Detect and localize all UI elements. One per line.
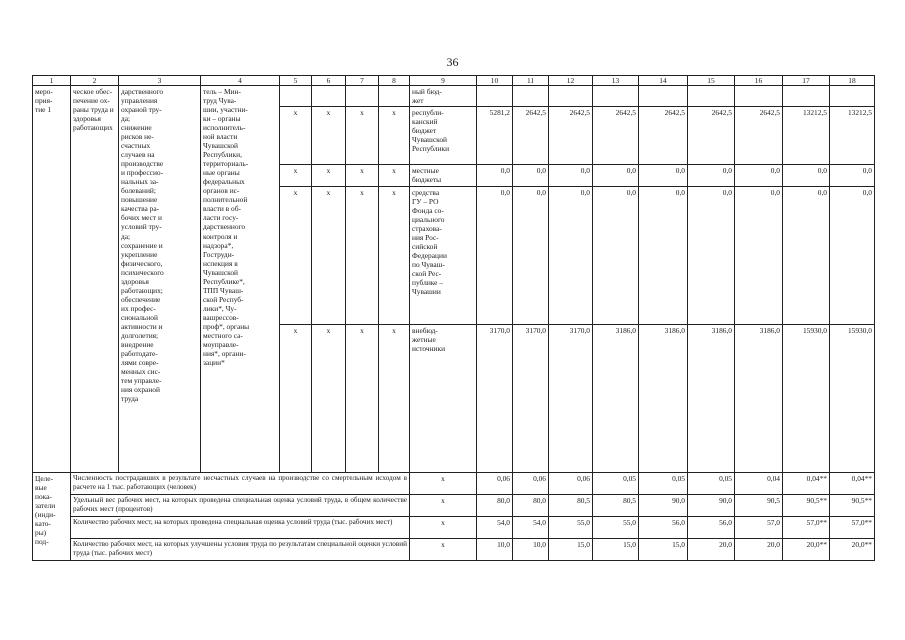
funding-value-cell: 3170,0 xyxy=(549,325,593,473)
code-cell: x xyxy=(280,325,312,473)
funding-value-cell: 3186,0 xyxy=(735,325,783,473)
funding-section xyxy=(33,86,875,473)
funding-source-cell: средства ГУ – РО Фонда со- циального страхова- ния Рос- сийской Федерации по Чуваш- ской Рес- публике – Чувашии xyxy=(410,187,477,325)
code-cell: x xyxy=(280,187,312,325)
code-cell xyxy=(346,86,379,107)
indicator-value-cell: 0,04 xyxy=(735,473,783,495)
funding-value-cell: 0,0 xyxy=(735,187,783,325)
column-number-4: 4 xyxy=(201,76,280,86)
column-number-3: 3 xyxy=(119,76,201,86)
column-number-13: 13 xyxy=(593,76,639,86)
funding-value-cell: 2642,5 xyxy=(688,107,735,165)
indicator-value-cell: 90,0 xyxy=(688,495,735,517)
funding-value-cell: 2642,5 xyxy=(513,107,549,165)
code-cell: x xyxy=(280,165,312,187)
indicator-value-cell: 90,5** xyxy=(783,495,830,517)
indicator-name-cell: Удельный вес рабочих мест, на которых проведена специальная оценка условий труда, в общем количестве рабочих мест (процентов) xyxy=(71,495,410,517)
column-number-18: 18 xyxy=(830,76,875,86)
indicator-value-cell: 0,06 xyxy=(477,473,513,495)
target-indicators-section xyxy=(33,473,875,561)
funding-value-cell: 0,0 xyxy=(593,187,639,325)
column-number-5: 5 xyxy=(280,76,312,86)
code-cell: x xyxy=(280,107,312,165)
funding-value-cell: 2642,5 xyxy=(735,107,783,165)
indicator-value-cell: 55,0 xyxy=(593,517,639,539)
funding-source-cell: республи- канский бюджет Чувашской Республики xyxy=(410,107,477,165)
indicator-value-cell: 54,0 xyxy=(477,517,513,539)
funding-value-cell: 3170,0 xyxy=(477,325,513,473)
indicator-value-cell: 0,06 xyxy=(513,473,549,495)
column-number-9: 9 xyxy=(410,76,477,86)
code-cell xyxy=(312,86,346,107)
funding-value-cell: 3170,0 xyxy=(513,325,549,473)
funding-source-cell: местные бюджеты xyxy=(410,165,477,187)
indicator-value-cell: 15,0 xyxy=(549,539,593,561)
code-cell: x xyxy=(346,165,379,187)
event-goals-cell: дарственного управления охраной тру- да; снижение рисков не- счастных случаев на производстве и профессио- нальных за- болеваний; повышение качества ра- бочих мест и условий тру- да; сохранение и укрепление физического, психического здоровья работающих; обеспечение их профес- сиональной активности и долголетия; внедрение работодате- лями совре- менных сис- тем управле- ния охраной труда xyxy=(119,86,201,473)
indicator-value-cell: 20,0** xyxy=(830,539,875,561)
indicator-value-cell: 0,04** xyxy=(783,473,830,495)
page-number: 36 xyxy=(446,55,459,69)
indicator-value-cell: 20,0 xyxy=(688,539,735,561)
column-number-2: 2 xyxy=(71,76,119,86)
funding-value-cell: 0,0 xyxy=(549,187,593,325)
column-number-17: 17 xyxy=(783,76,830,86)
funding-value-cell: 0,0 xyxy=(783,187,830,325)
funding-source-cell: внебюд- жетные источники xyxy=(410,325,477,473)
column-number-6: 6 xyxy=(312,76,346,86)
funding-value-cell: 0,0 xyxy=(688,165,735,187)
column-number-15: 15 xyxy=(688,76,735,86)
code-cell: x xyxy=(312,107,346,165)
indicator-value-cell: 0,06 xyxy=(549,473,593,495)
event-name-cell: ческое обес- печение ох- раны труда и здоровья работающих xyxy=(71,86,119,473)
indicator-value-cell: 15,0 xyxy=(593,539,639,561)
code-cell xyxy=(379,86,410,107)
indicator-value-cell: 20,0 xyxy=(735,539,783,561)
indicator-value-cell: 20,0** xyxy=(783,539,830,561)
funding-value-cell xyxy=(639,86,688,107)
code-cell: x xyxy=(346,107,379,165)
indicator-value-cell: 10,0 xyxy=(477,539,513,561)
target-indicator-row xyxy=(33,495,875,517)
funding-value-cell xyxy=(688,86,735,107)
code-cell: x xyxy=(312,187,346,325)
funding-value-cell xyxy=(830,86,875,107)
indicator-name-cell: Количество рабочих мест, на которых проведена специальная оценка условий труда (тыс. рабочих мест) xyxy=(71,517,410,539)
funding-value-cell: 15930,0 xyxy=(830,325,875,473)
funding-value-cell: 0,0 xyxy=(639,165,688,187)
code-cell: x xyxy=(346,325,379,473)
program-table xyxy=(32,75,875,561)
funding-value-cell xyxy=(513,86,549,107)
funding-value-cell: 0,0 xyxy=(830,187,875,325)
column-number-16: 16 xyxy=(735,76,783,86)
indicator-value-cell: 90,0 xyxy=(639,495,688,517)
funding-value-cell xyxy=(549,86,593,107)
target-indicator-row xyxy=(33,517,875,539)
funding-value-cell: 13212,5 xyxy=(830,107,875,165)
indicator-value-cell: 10,0 xyxy=(513,539,549,561)
funding-value-cell: 0,0 xyxy=(783,165,830,187)
column-number-7: 7 xyxy=(346,76,379,86)
indicator-value-cell: 15,0 xyxy=(639,539,688,561)
indicator-value-cell: 0,04** xyxy=(830,473,875,495)
code-cell: x xyxy=(379,187,410,325)
funding-value-cell xyxy=(783,86,830,107)
indicator-value-cell: 57,0** xyxy=(783,517,830,539)
funding-value-cell xyxy=(735,86,783,107)
funding-value-cell: 0,0 xyxy=(593,165,639,187)
code-cell: x xyxy=(379,325,410,473)
funding-value-cell xyxy=(593,86,639,107)
indicator-value-cell: 57,0** xyxy=(830,517,875,539)
column-number-8: 8 xyxy=(379,76,410,86)
column-number-12: 12 xyxy=(549,76,593,86)
indicator-code-cell: x xyxy=(410,495,477,517)
funding-value-cell: 2642,5 xyxy=(549,107,593,165)
code-cell: x xyxy=(312,165,346,187)
target-indicators-label: Целе- вые пока- затели (инди- като- ры) под- xyxy=(33,473,71,561)
event-executors-cell: тель – Мин- труд Чува- шии, участни- ки – органы исполнитель- ной власти Чувашской Республики, территориаль- ные органы федеральных органов ис- полнительной власти в об- ласти госу- дарственного контроля и надзора*, Гоструди- нспекция в Чувашской Республике*, ТПП Чуваш- ской Респуб- лики*, Чу- вашрессов- проф*, органы местного са- моуправле- ния*, органи- зации* xyxy=(201,86,280,473)
indicator-value-cell: 90,5** xyxy=(830,495,875,517)
indicator-value-cell: 0,05 xyxy=(639,473,688,495)
code-cell: x xyxy=(379,165,410,187)
indicator-code-cell: x xyxy=(410,517,477,539)
code-cell: x xyxy=(346,187,379,325)
code-cell: x xyxy=(379,107,410,165)
funding-value-cell: 0,0 xyxy=(830,165,875,187)
indicator-value-cell: 55,0 xyxy=(549,517,593,539)
indicator-value-cell: 80,0 xyxy=(513,495,549,517)
column-number-row xyxy=(33,76,875,86)
indicator-value-cell: 80,5 xyxy=(549,495,593,517)
funding-source-cell: ный бюд- жет xyxy=(410,86,477,107)
indicator-value-cell: 80,0 xyxy=(477,495,513,517)
funding-row xyxy=(33,86,875,107)
indicator-value-cell: 0,05 xyxy=(688,473,735,495)
funding-value-cell: 0,0 xyxy=(513,187,549,325)
funding-value-cell: 0,0 xyxy=(549,165,593,187)
column-number-11: 11 xyxy=(513,76,549,86)
column-number-1: 1 xyxy=(33,76,71,86)
funding-value-cell: 5281,2 xyxy=(477,107,513,165)
indicator-value-cell: 56,0 xyxy=(639,517,688,539)
code-cell: x xyxy=(312,325,346,473)
funding-value-cell: 0,0 xyxy=(477,187,513,325)
funding-value-cell: 2642,5 xyxy=(639,107,688,165)
indicator-value-cell: 56,0 xyxy=(688,517,735,539)
funding-value-cell: 2642,5 xyxy=(593,107,639,165)
indicator-name-cell: Количество рабочих мест, на которых улучшены условия труда по результатам специальной оценки условий труда (тыс. рабочих мест) xyxy=(71,539,410,561)
funding-value-cell: 0,0 xyxy=(639,187,688,325)
indicator-value-cell: 57,0 xyxy=(735,517,783,539)
event-number-cell: меро- прия- тие 1 xyxy=(33,86,71,473)
indicator-code-cell: x xyxy=(410,539,477,561)
funding-value-cell: 13212,5 xyxy=(783,107,830,165)
funding-value-cell: 0,0 xyxy=(735,165,783,187)
funding-value-cell: 15930,0 xyxy=(783,325,830,473)
funding-value-cell xyxy=(477,86,513,107)
funding-value-cell: 0,0 xyxy=(477,165,513,187)
funding-value-cell: 3186,0 xyxy=(639,325,688,473)
target-indicator-row xyxy=(33,539,875,561)
column-number-14: 14 xyxy=(639,76,688,86)
funding-value-cell: 0,0 xyxy=(688,187,735,325)
indicator-value-cell: 90,5 xyxy=(735,495,783,517)
indicator-value-cell: 0,05 xyxy=(593,473,639,495)
column-number-10: 10 xyxy=(477,76,513,86)
funding-value-cell: 0,0 xyxy=(513,165,549,187)
indicator-name-cell: Численность пострадавших в результате несчастных случаев на производстве со смертельным исходом в расчете на 1 тыс. работающих (человек) xyxy=(71,473,410,495)
target-indicator-row xyxy=(33,473,875,495)
funding-value-cell: 3186,0 xyxy=(593,325,639,473)
indicator-value-cell: 54,0 xyxy=(513,517,549,539)
indicator-value-cell: 80,5 xyxy=(593,495,639,517)
code-cell xyxy=(280,86,312,107)
funding-value-cell: 3186,0 xyxy=(688,325,735,473)
indicator-code-cell: x xyxy=(410,473,477,495)
